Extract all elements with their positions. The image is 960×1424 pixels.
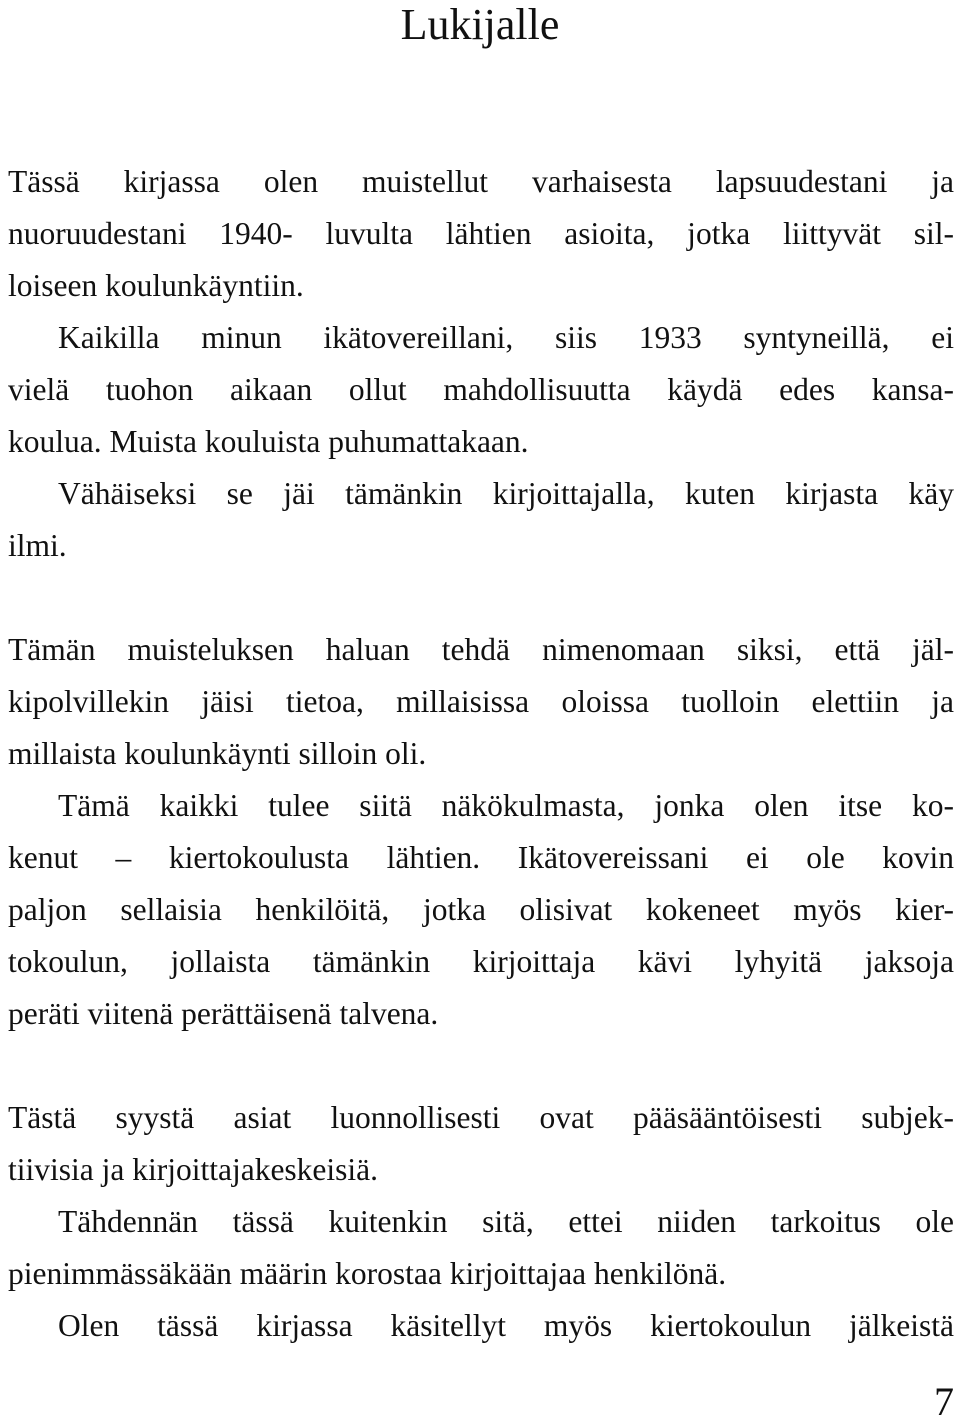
text-line: kipolvillekin jäisi tietoa, millaisissa oloissa tuolloin elettiin ja xyxy=(8,684,954,719)
body-text xyxy=(8,156,954,1352)
text-line: Tässä kirjassa olen muistellut varhaisesta lapsuudestani ja xyxy=(8,164,954,199)
text-line: Tästä syystä asiat luonnollisesti ovat pääsääntöisesti subjek- xyxy=(8,1100,954,1135)
text-line: peräti viitenä perättäisenä talvena. xyxy=(8,996,439,1031)
text-line: pienimmässäkään määrin korostaa kirjoittajaa henkilönä. xyxy=(8,1256,727,1291)
paragraph xyxy=(8,624,954,1040)
text-line: vielä tuohon aikaan ollut mahdollisuutta käydä edes kansa- xyxy=(8,372,954,407)
text-line: Tähdennän tässä kuitenkin sitä, ettei niiden tarkoitus ole xyxy=(58,1204,954,1239)
text-line: kenut – kiertokoulusta lähtien. Ikätovereissani ei ole kovin xyxy=(8,840,954,875)
text-line: Tämän muisteluksen haluan tehdä nimenomaan siksi, että jäl- xyxy=(8,632,954,667)
text-line: ilmi. xyxy=(8,528,67,563)
text-line: nuoruudestani 1940- luvulta lähtien asioita, jotka liittyvät sil- xyxy=(8,216,954,251)
paragraph xyxy=(8,1092,954,1352)
text-line: paljon sellaisia henkilöitä, jotka olisivat kokeneet myös kier- xyxy=(8,892,954,927)
paragraph-gap xyxy=(8,572,954,624)
paragraph xyxy=(8,156,954,572)
paragraph-gap xyxy=(8,1040,954,1092)
text-line: Vähäiseksi se jäi tämänkin kirjoittajalla, kuten kirjasta käy xyxy=(58,476,954,511)
page-number: 7 xyxy=(934,1379,954,1424)
text-line: koulua. Muista kouluista puhumattakaan. xyxy=(8,424,529,459)
text-line: Tämä kaikki tulee siitä näkökulmasta, jonka olen itse ko- xyxy=(58,788,954,823)
text-line: tiivisia ja kirjoittajakeskeisiä. xyxy=(8,1152,379,1187)
text-line: millaista koulunkäynti silloin oli. xyxy=(8,736,427,771)
text-line: loiseen koulunkäyntiin. xyxy=(8,268,304,303)
text-line: Olen tässä kirjassa käsitellyt myös kiertokoulun jälkeistä xyxy=(58,1308,954,1343)
page-title: Lukijalle xyxy=(400,0,560,49)
text-line: tokoulun, jollaista tämänkin kirjoittaja kävi lyhyitä jaksoja xyxy=(8,944,954,979)
text-line: Kaikilla minun ikätovereillani, siis 1933 syntyneillä, ei xyxy=(58,320,954,355)
